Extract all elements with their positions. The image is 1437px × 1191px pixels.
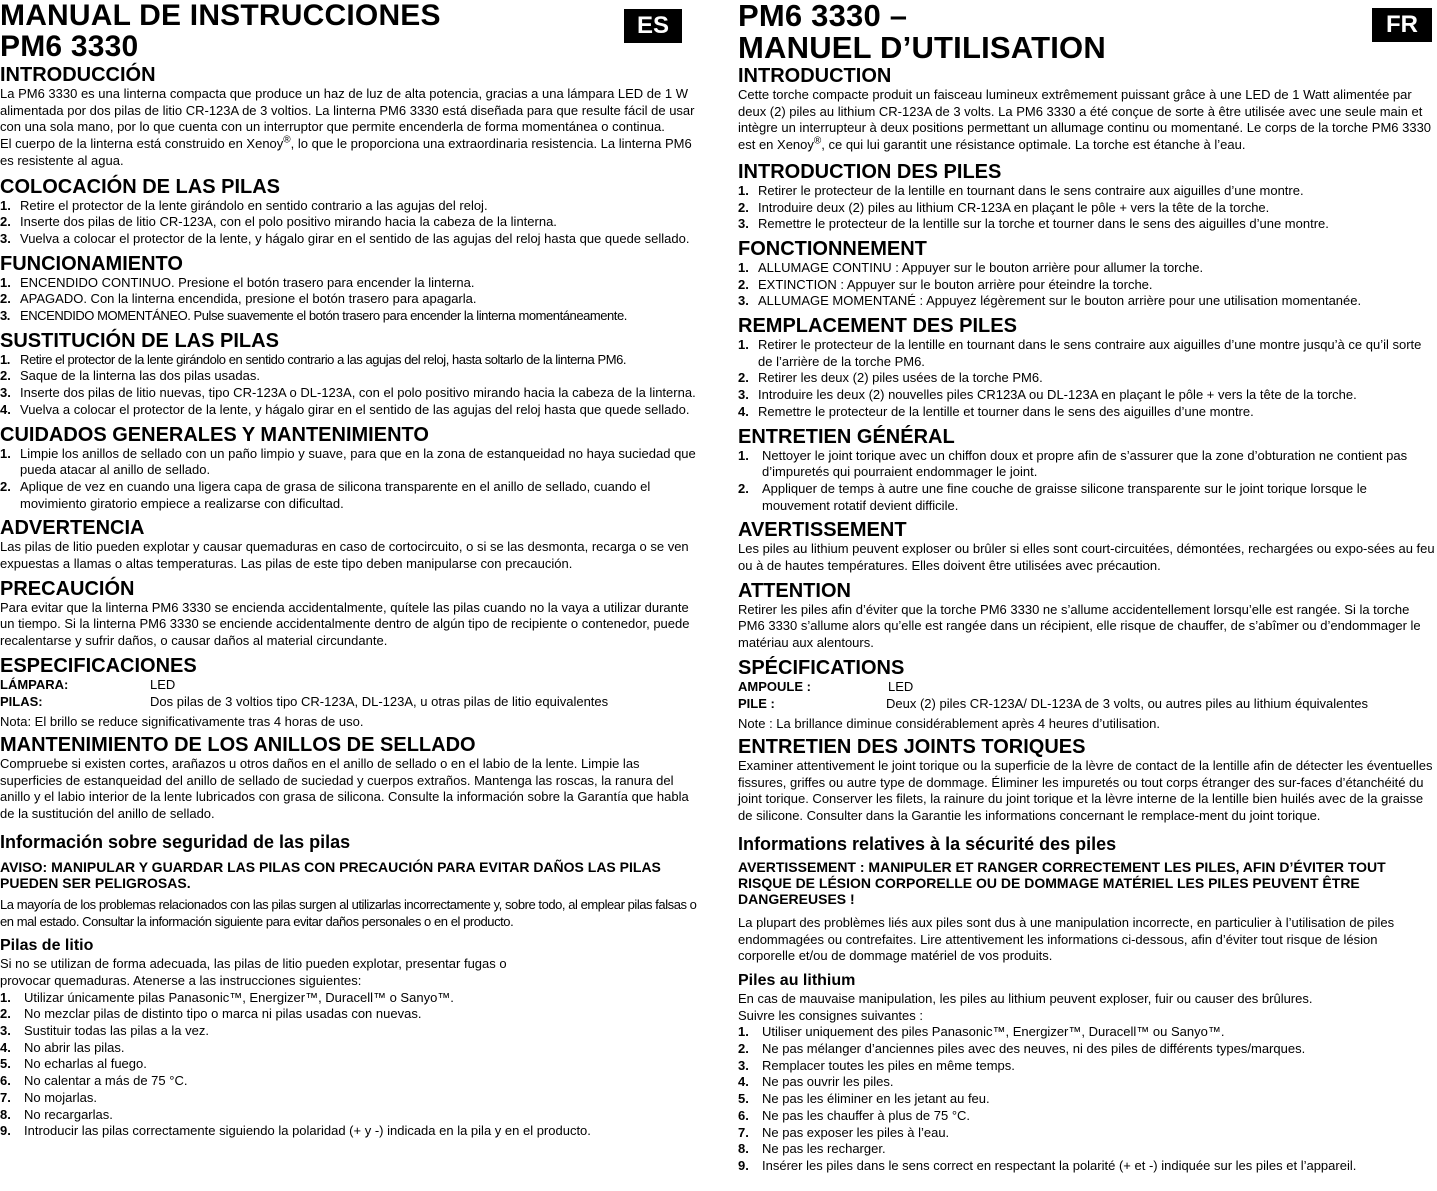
- title-line-2: PM6 3330: [0, 30, 139, 63]
- list-text: Remettre le protecteur de la lentille sur la torche et tourner dans le sens des aiguilles d’une montre.: [758, 216, 1329, 232]
- list-text: Retire el protector de la lente girándolo en sentido contrario a las agujas del reloj.: [20, 197, 488, 213]
- list-number: 2.: [738, 199, 749, 215]
- list-number: 5.: [738, 1091, 749, 1107]
- list-number: 1.: [738, 337, 749, 353]
- list-number: 3.: [738, 1057, 749, 1073]
- section-heading: INTRODUCTION DES PILES: [738, 160, 1002, 183]
- list-item: [738, 183, 1437, 200]
- list-item: [0, 352, 704, 369]
- maintenance-list: [738, 448, 1437, 515]
- note: Note : La brillance diminue considérablement après 4 heures d’utilisation.: [738, 716, 1161, 732]
- lithium-list: [738, 1024, 1437, 1174]
- safety-warning: AVISO: MANIPULAR Y GUARDAR LAS PILAS CON PRECAUCIÓN PARA EVITAR DAÑOS LAS PILAS PUEDEN SER PELIGROSAS.: [0, 858, 661, 891]
- list-item: [0, 275, 704, 292]
- list-text: Inserte dos pilas de litio nuevas, tipo CR-123A o DL-123A, con el polo positivo mirando hacia la cabeza de la linterna.: [20, 385, 696, 401]
- list-item: [738, 1058, 1437, 1075]
- list-text: Remplacer toutes les piles en même temps.: [762, 1057, 1015, 1073]
- list-text: ALLUMAGE CONTINU : Appuyer sur le bouton arrière pour allumer la torche.: [758, 259, 1204, 275]
- list-text: Ne pas les recharger.: [762, 1141, 886, 1157]
- list-number: 7.: [738, 1124, 749, 1140]
- list-number: 4.: [0, 1039, 11, 1055]
- caution-paragraph: Retirer les piles afin d’éviter que la torche PM6 3330 ne s’allume accidentellement lorsqu’elle est rangée. Si la torche PM6 3330 s’allume alors qu’elle est rangée dans un récipient, elle risque de chauffer, de s’abîmer ou d’endommager le matériau aux alentours.: [738, 601, 1421, 651]
- list-item: [0, 446, 704, 479]
- section-heading: ENTRETIEN GÉNÉRAL: [738, 425, 955, 448]
- list-item: [0, 214, 704, 231]
- list-text: Retirer les deux (2) piles usées de la torche PM6.: [758, 370, 1043, 386]
- list-text: No calentar a más de 75 °C.: [24, 1073, 188, 1089]
- section-heading: FUNCIONAMIENTO: [0, 252, 183, 275]
- spec-row: PILAS: Dos pilas de 3 voltios tipo CR-123A, DL-123A, u otras pilas de litio equivalentes: [0, 693, 609, 709]
- list-text: APAGADO. Con la linterna encendida, presione el botón trasero para apagarla.: [20, 291, 477, 307]
- list-item: [0, 198, 704, 215]
- list-number: 9.: [738, 1157, 749, 1173]
- operation-list: [0, 275, 704, 325]
- list-text: Ne pas les éliminer en les jetant au feu.: [762, 1091, 990, 1107]
- list-number: 4.: [0, 401, 11, 417]
- list-item: [738, 337, 1437, 370]
- list-number: 1.: [0, 989, 11, 1005]
- list-text: Remettre le protecteur de la lentille et tourner dans le sens des aiguilles d’une montre.: [758, 403, 1254, 419]
- section-heading: MANTENIMIENTO DE LOS ANILLOS DE SELLADO: [0, 733, 476, 756]
- note: Nota: El brillo se reduce significativamente tras 4 horas de uso.: [0, 714, 364, 730]
- list-text: Introduire deux (2) piles au lithium CR-123A en plaçant le pôle + vers la tête de la torche.: [758, 199, 1270, 215]
- list-number: 3.: [0, 1023, 11, 1039]
- list-text: Retire el protector de la lente girándolo en sentido contrario a las agujas del reloj, hasta soltarlo de la linterna PM6.: [20, 351, 627, 367]
- list-text: EXTINCTION : Appuyer sur le bouton arrière pour éteindre la torche.: [758, 276, 1153, 292]
- lithium-paragraph: Si no se utilizan de forma adecuada, las pilas de litio pueden explotar, presentar fugas o provocar quemaduras. Atenerse a las instrucciones siguientes:: [0, 956, 507, 988]
- list-number: 2.: [0, 1006, 11, 1022]
- safety-paragraph: La plupart des problèmes liés aux piles sont dus à une manipulation incorrecte, en particulier à l’utilisation de piles endommagées ou contrefaites. Lire attentivement les informations ci-dessous, afin d’éviter tout risque de lésion corporelle et/ou de dommage matériel de vos produits.: [738, 914, 1395, 964]
- list-number: 3.: [0, 308, 10, 324]
- list-number: 3.: [738, 387, 749, 403]
- section-heading: Información sobre seguridad de las pilas: [0, 831, 351, 852]
- list-item: [738, 293, 1437, 310]
- list-text: Introducir las pilas correctamente siguiendo la polaridad (+ y -) indicada en la pila y en el producto.: [24, 1123, 591, 1139]
- section-heading: ATTENTION: [738, 579, 851, 602]
- list-number: 3.: [738, 216, 749, 232]
- warning-paragraph: Les piles au lithium peuvent exploser ou brûler si elles sont court-circuitées, démontées, rechargées ou expo-sées au feu ou à de hautes températures. Elles doivent être utilisées avec précaution.: [738, 541, 1435, 574]
- battery-install-list: [0, 198, 704, 248]
- list-text: No mojarlas.: [24, 1089, 97, 1105]
- list-item: [0, 1023, 704, 1040]
- subsection-heading: Pilas de litio: [0, 937, 94, 955]
- list-item: [0, 231, 704, 248]
- list-text: Ne pas exposer les piles à l’eau.: [762, 1124, 950, 1140]
- list-number: 7.: [0, 1089, 11, 1105]
- list-number: 1.: [0, 351, 10, 367]
- list-item: [0, 308, 704, 325]
- section-heading: FONCTIONNEMENT: [738, 237, 927, 260]
- list-item: [738, 1091, 1437, 1108]
- caution-paragraph: Para evitar que la linterna PM6 3330 se encienda accidentalmente, quítele las pilas cuando no la vaya a utilizar durante un tiempo. Si la linterna PM6 3330 se enciende accidentalmente dentro de algún tipo de recipiente o contenedor, puede recalentarse y sufrir daños, o causar daños al material circundante.: [0, 599, 690, 649]
- list-item: [738, 277, 1437, 294]
- lithium-paragraph: En cas de mauvaise manipulation, les piles au lithium peuvent exploser, fuir ou causer des brûlures.: [738, 990, 1313, 1006]
- list-item: [0, 1073, 704, 1090]
- language-badge-es: ES: [624, 9, 682, 43]
- list-number: 1.: [0, 197, 11, 213]
- list-item: [0, 402, 704, 419]
- list-number: 2.: [0, 291, 11, 307]
- section-heading: Informations relatives à la sécurité des piles: [738, 833, 1117, 854]
- list-number: 5.: [0, 1056, 11, 1072]
- list-item: [0, 1107, 704, 1124]
- list-number: 2.: [738, 480, 749, 496]
- list-item: [738, 1158, 1437, 1175]
- seal-paragraph: Compruebe si existen cortes, arañazos u otros daños en el anillo de sellado o en el labio de la lente. Limpie las superficies de estanqueidad del anillo de sellado de suciedad y cuerpos extraños. Mantenga las roscas, la ranura del anillo y el labio interior de la lente lubricados con grasa de silicona. Consulte la información sobre la Garantía que habla de la sustitución del anillo de sellado.: [0, 755, 689, 822]
- list-text: Retirer le protecteur de la lentille en tournant dans le sens contraire aux aiguilles d’une montre jusqu’à ce qu’il sorte de l’arrière de la torche PM6.: [758, 337, 1422, 369]
- title-line-1: PM6 3330 –: [738, 0, 908, 33]
- list-text: No recargarlas.: [24, 1106, 113, 1122]
- list-text: Inserte dos pilas de litio CR-123A, con el polo positivo mirando hacia la cabeza de la linterna.: [20, 214, 557, 230]
- spec-row: LÁMPARA: LED: [0, 676, 176, 692]
- section-heading: INTRODUCCIÓN: [0, 64, 156, 86]
- list-text: ENCENDIDO CONTINUO. Presione el botón trasero para encender la linterna.: [20, 274, 475, 290]
- section-heading: SUSTITUCIÓN DE LAS PILAS: [0, 329, 279, 352]
- list-item: [0, 1056, 704, 1073]
- list-item: [0, 368, 704, 385]
- maintenance-list: [0, 446, 704, 513]
- list-number: 1.: [0, 274, 11, 290]
- list-text: Limpie los anillos de sellado con un paño limpio y suave, para que en la zona de estanqueidad no haya suciedad que pueda atacar al anillo de sellado.: [20, 445, 696, 478]
- list-number: 4.: [738, 403, 749, 419]
- list-number: 2.: [0, 368, 11, 384]
- list-number: 1.: [738, 447, 749, 463]
- list-text: Insérer les piles dans le sens correct en respectant la polarité (+ et -) indiquée sur les piles et l’appareil.: [762, 1157, 1357, 1173]
- list-number: 1.: [738, 259, 749, 275]
- list-number: 9.: [0, 1123, 11, 1139]
- list-number: 2.: [738, 1041, 749, 1057]
- list-text: No echarlas al fuego.: [24, 1056, 147, 1072]
- battery-replace-list: [0, 352, 704, 419]
- list-text: Aplique de vez en cuando una ligera capa de grasa de silicona transparente en el anillo de sellado, cuando el movimiento giratorio empiece a realizarse con dificultad.: [20, 478, 651, 511]
- seal-paragraph: Examiner attentivement le joint torique ou la superficie de la lèvre de contact de la lentille afin de détecter les éventuelles fissures, griffes ou autre type de dommage. Éliminer les impuretés ou tout corps étranger des sur-faces d’étanchéité du joint torique. Conserver les filets, la rainure du joint torique et la lèvre interne de la lentille bien huilés avec de la graisse de silicone. Consulter dans la Garantie les informations concernant le remplace-ment du joint torique.: [738, 757, 1433, 824]
- list-item: [738, 1041, 1437, 1058]
- list-number: 8.: [0, 1106, 11, 1122]
- list-item: [738, 1024, 1437, 1041]
- safety-warning: AVERTISSEMENT : MANIPULER ET RANGER CORRECTEMENT LES PILES, AFIN D’ÉVITER TOUT RISQUE DE LÉSION CORPORELLE OU DE DOMMAGE MATÉRIEL LES PILES PEUVENT ÊTRE DANGEREUSES !: [738, 858, 1386, 907]
- list-text: Sustituir todas las pilas a la vez.: [24, 1023, 209, 1039]
- list-text: ENCENDIDO MOMENTÁNEO. Pulse suavemente el botón trasero para encender la linterna momentáneamente.: [20, 308, 627, 324]
- list-text: Saque de la linterna las dos pilas usadas.: [20, 368, 260, 384]
- intro-paragraph-2: El cuerpo de la linterna está construido en Xenoy®, lo que le proporciona una extraordinaria resistencia. La linterna PM6 es resistente al agua.: [0, 134, 692, 168]
- intro-paragraph: Cette torche compacte produit un faisceau lumineux extrêmement puissant grâce à une LED de 1 Watt alimentée par deux (2) piles au lithium CR-123A de 3 volts. La PM6 3330 a été conçue de sorte à être utilisée avec une seule main et intègre un interrupteur à deux positions permettant un allumage continu ou momentané. Le corps de la torche PM6 3330 est en Xenoy®, ce qui lui garantit une résistance optimale. La torche est étanche à l’eau.: [738, 87, 1432, 153]
- section-heading: CUIDADOS GENERALES Y MANTENIMIENTO: [0, 423, 429, 446]
- safety-paragraph: La mayoría de los problemas relacionados con las pilas surgen al utilizarlas incorrectamente y, sobre todo, al emplear pilas falsas o en mal estado. Consultar la información siguiente para evitar daños personales o en el producto.: [0, 896, 697, 929]
- operation-list: [738, 260, 1437, 310]
- list-text: Utilizar únicamente pilas Panasonic™, Energizer™, Duracell™ o Sanyo™.: [24, 989, 454, 1005]
- section-heading: PRECAUCIÓN: [0, 577, 135, 600]
- list-item: [738, 1141, 1437, 1158]
- list-item: [738, 448, 1437, 481]
- lithium-paragraph-2: Suivre les consignes suivantes :: [738, 1007, 923, 1023]
- list-item: [0, 1040, 704, 1057]
- list-item: [738, 370, 1437, 387]
- list-text: ALLUMAGE MOMENTANÉ : Appuyez légèrement sur le bouton arrière pour une utilisation momentanée.: [758, 293, 1362, 309]
- french-column: [738, 0, 1437, 1175]
- list-number: 1.: [0, 445, 11, 461]
- section-heading: ESPECIFICACIONES: [0, 654, 197, 677]
- list-item: [0, 1006, 704, 1023]
- list-text: Appliquer de temps à autre une fine couche de graisse silicone transparente sur le joint torique lorsque le mouvement rotatif devient difficile.: [762, 480, 1367, 513]
- list-number: 2.: [738, 370, 749, 386]
- list-item: [738, 216, 1437, 233]
- list-number: 6.: [0, 1073, 11, 1089]
- list-item: [0, 479, 704, 512]
- list-item: [738, 387, 1437, 404]
- list-item: [738, 1108, 1437, 1125]
- list-text: No mezclar pilas de distinto tipo o marca ni pilas usadas con nuevas.: [24, 1006, 422, 1022]
- list-text: Ne pas mélanger d’anciennes piles avec des neuves, ni des piles de différents types/marques.: [762, 1041, 1306, 1057]
- list-text: Vuelva a colocar el protector de la lente, y hágalo girar en el sentido de las agujas del reloj hasta que quede sellado.: [20, 230, 690, 246]
- list-number: 3.: [738, 293, 749, 309]
- section-heading: ENTRETIEN DES JOINTS TORIQUES: [738, 735, 1086, 758]
- section-heading: REMPLACEMENT DES PILES: [738, 315, 1017, 338]
- intro-paragraph: La PM6 3330 es una linterna compacta que produce un haz de luz de alta potencia, gracias a una lámpara LED de 1 W alimentada por dos pilas de litio CR-123A de 3 voltios. La linterna PM6 3330 está diseñada para que resulte fácil de usar con una sola mano, por lo que cuenta con un interruptor que permite encenderla de forma momentánea o continua.: [0, 86, 695, 135]
- list-text: Utiliser uniquement des piles Panasonic™, Energizer™, Duracell™ ou Sanyo™.: [762, 1024, 1225, 1040]
- list-item: [0, 1123, 704, 1140]
- list-text: Nettoyer le joint torique avec un chiffon doux et propre afin de s’assurer que la zone d’obturation ne contient pas d’impuretés qui pourraient endommager le joint.: [762, 447, 1408, 480]
- list-number: 3.: [0, 230, 11, 246]
- spec-row: PILE : Deux (2) piles CR-123A/ DL-123A de 3 volts, ou autres piles au lithium équivalentes: [738, 695, 1368, 711]
- list-number: 3.: [0, 385, 11, 401]
- list-number: 2.: [0, 478, 11, 494]
- list-text: Retirer le protecteur de la lentille en tournant dans le sens contraire aux aiguilles d’une montre.: [758, 182, 1304, 198]
- list-text: No abrir las pilas.: [24, 1039, 125, 1055]
- spanish-column: [0, 0, 704, 1140]
- section-heading: COLOCACIÓN DE LAS PILAS: [0, 175, 281, 198]
- section-heading: INTRODUCTION: [738, 65, 892, 87]
- list-item: [738, 404, 1437, 421]
- section-heading: SPÉCIFICATIONS: [738, 656, 905, 679]
- lithium-list: [0, 990, 704, 1140]
- list-item: [738, 260, 1437, 277]
- section-heading: AVERTISSEMENT: [738, 519, 907, 542]
- list-text: Ne pas ouvrir les piles.: [762, 1074, 894, 1090]
- list-number: 8.: [738, 1141, 749, 1157]
- list-item: [738, 1125, 1437, 1142]
- title-line-1: MANUAL DE INSTRUCCIONES: [0, 0, 441, 32]
- subsection-heading: Piles au lithium: [738, 971, 856, 989]
- title-fr: [738, 0, 1437, 64]
- list-text: Vuelva a colocar el protector de la lente, y hágalo girar en el sentido de las agujas del reloj hasta que quede sellado.: [20, 401, 690, 417]
- list-item: [738, 481, 1437, 514]
- list-number: 2.: [738, 276, 749, 292]
- warning-paragraph: Las pilas de litio pueden explotar y causar quemaduras en caso de cortocircuito, o si se las desmonta, recarga o se ven expuestas a llamas o altas temperaturas. Las pilas de este tipo deben manipularse con precaución.: [0, 539, 689, 572]
- spec-row: AMPOULE : LED: [738, 678, 914, 694]
- battery-install-list: [738, 183, 1437, 233]
- list-number: 1.: [738, 1024, 749, 1040]
- list-number: 4.: [738, 1074, 749, 1090]
- list-text: Ne pas les chauffer à plus de 75 °C.: [762, 1107, 971, 1123]
- list-item: [0, 385, 704, 402]
- list-item: [0, 291, 704, 308]
- list-number: 1.: [738, 182, 749, 198]
- list-number: 6.: [738, 1107, 749, 1123]
- language-badge-fr: FR: [1372, 8, 1432, 42]
- title-line-2: MANUEL D’UTILISATION: [738, 30, 1106, 65]
- list-item: [738, 200, 1437, 217]
- battery-replace-list: [738, 337, 1437, 421]
- list-item: [0, 1090, 704, 1107]
- title-es: [0, 0, 704, 62]
- list-number: 2.: [0, 214, 11, 230]
- list-item: [738, 1074, 1437, 1091]
- list-text: Introduire les deux (2) nouvelles piles CR123A ou DL-123A en plaçant le pôle + vers la tête de la torche.: [758, 387, 1357, 403]
- section-heading: ADVERTENCIA: [0, 517, 145, 540]
- list-item: [0, 990, 704, 1007]
